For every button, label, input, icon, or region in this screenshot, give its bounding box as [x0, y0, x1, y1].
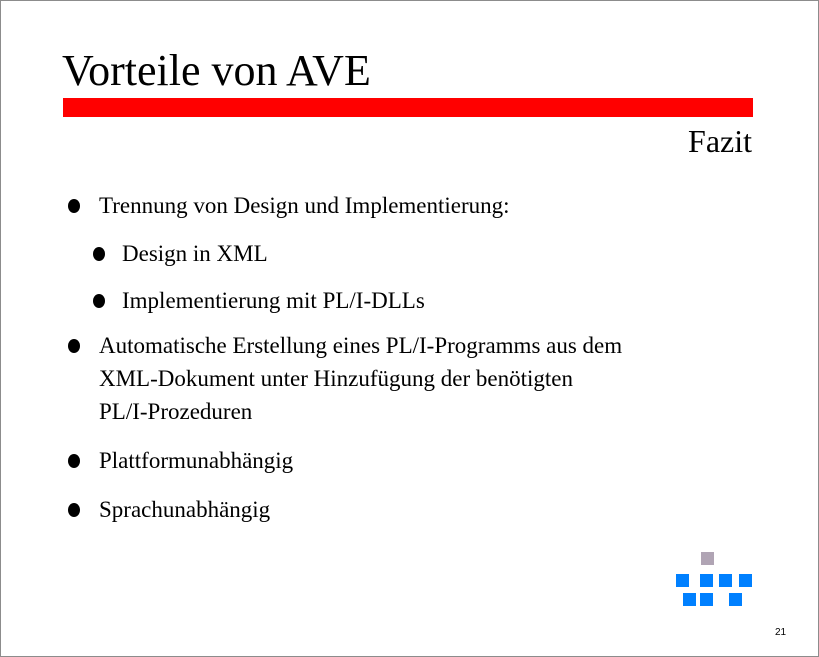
sub-bullet-item [122, 284, 425, 317]
bullet-dot-icon [68, 339, 80, 353]
bullet-dot-icon [93, 294, 105, 308]
sub-bullet-item [122, 237, 268, 270]
bullet-item [99, 444, 293, 477]
logo-square [676, 574, 689, 587]
bullet-text: Plattformunabhängig [99, 448, 294, 473]
section-label: Fazit [688, 123, 752, 159]
bullet-text-line: Automatische Erstellung eines PL/I-Programms aus dem [99, 333, 623, 358]
bullet-item [99, 493, 270, 526]
logo-square [683, 593, 696, 606]
bullet-text: Trennung von Design und Implementierung: [99, 193, 510, 218]
page-number: 21 [775, 627, 787, 638]
title-underline-bar [63, 98, 753, 117]
logo-square [729, 593, 742, 606]
bullet-dot-icon [93, 247, 105, 261]
slide-title: Vorteile von AVE [62, 46, 371, 95]
logo-square [719, 574, 732, 587]
logo-square [739, 574, 752, 587]
bullet-text: Implementierung mit PL/I-DLLs [122, 288, 425, 313]
bullet-dot-icon [68, 503, 80, 517]
bullet-text: Design in XML [122, 241, 268, 266]
logo-square [701, 552, 714, 565]
bullet-text: Sprachunabhängig [99, 497, 271, 522]
bullet-text-line: XML-Dokument unter Hinzufügung der benötigten [99, 366, 573, 391]
bullet-dot-icon [68, 199, 80, 213]
logo-square [700, 574, 713, 587]
logo-square [700, 593, 713, 606]
bullet-item [99, 189, 510, 222]
bullet-text-line: PL/I-Prozeduren [99, 399, 253, 424]
bullet-item [99, 329, 699, 428]
bullet-dot-icon [68, 454, 80, 468]
